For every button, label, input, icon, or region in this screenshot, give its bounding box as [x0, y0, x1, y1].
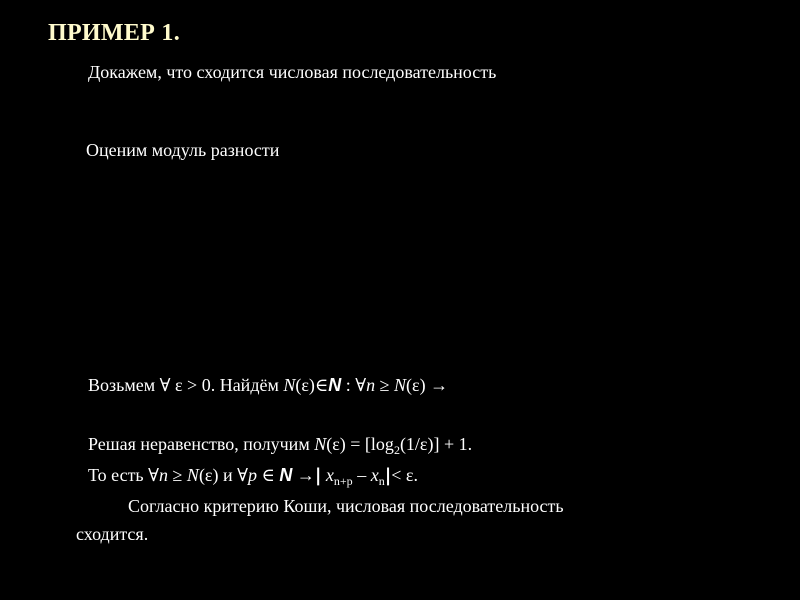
abs-bar-right: |	[384, 465, 392, 486]
text-in: ∈	[257, 465, 280, 485]
text-arrow: →	[292, 465, 315, 485]
forall-symbol: ∀	[148, 465, 160, 485]
var-n: n	[366, 375, 376, 395]
text-arrow: (ε) →	[406, 375, 449, 395]
intro-line: Докажем, что сходится числовая последовательность	[88, 62, 497, 82]
var-N: N	[186, 465, 199, 485]
text-take: Возьмем	[88, 375, 160, 395]
naturals-symbol: N	[328, 375, 342, 395]
converges-line: сходится.	[76, 524, 149, 544]
text-log: (ε) = [log	[326, 434, 394, 454]
var-N-2: N	[394, 375, 407, 395]
index-n-plus-p: n+p	[333, 474, 353, 488]
take-epsilon-line	[88, 375, 448, 396]
var-p: p	[248, 465, 257, 485]
abs-bar-left: |	[314, 465, 322, 486]
text-solve: Решая неравенство, получим	[88, 434, 315, 454]
that-is-line	[88, 465, 418, 489]
text-that-is: То есть	[88, 465, 149, 485]
text-epsilon: ε > 0. Найдём	[170, 375, 284, 395]
text-colon: :	[341, 375, 356, 395]
cauchy-line: Согласно критерию Коши, числовая последовательность	[128, 496, 564, 516]
text-and: (ε) и	[198, 465, 238, 485]
slide-title: ПРИМЕР 1.	[48, 20, 181, 46]
naturals-symbol: N	[279, 465, 293, 485]
text-minus: –	[352, 465, 371, 485]
var-N: N	[283, 375, 296, 395]
text-in: (ε)∈	[295, 375, 329, 395]
solve-line	[88, 434, 472, 458]
text-less-epsilon: < ε.	[391, 465, 418, 485]
forall-symbol-2: ∀	[355, 375, 367, 395]
forall-symbol: ∀	[159, 375, 171, 395]
var-n: n	[159, 465, 169, 485]
var-N: N	[314, 434, 327, 454]
text-geq: ≥	[168, 465, 187, 485]
var-x: x	[325, 465, 334, 485]
estimate-line: Оценим модуль разности	[86, 140, 280, 160]
var-x-2: x	[370, 465, 379, 485]
text-geq: ≥	[375, 375, 395, 395]
text-log-arg: (1/ε)] + 1.	[399, 434, 473, 454]
index-n: n	[378, 474, 385, 488]
forall-symbol-2: ∀	[237, 465, 248, 485]
log-base: 2	[393, 443, 400, 457]
